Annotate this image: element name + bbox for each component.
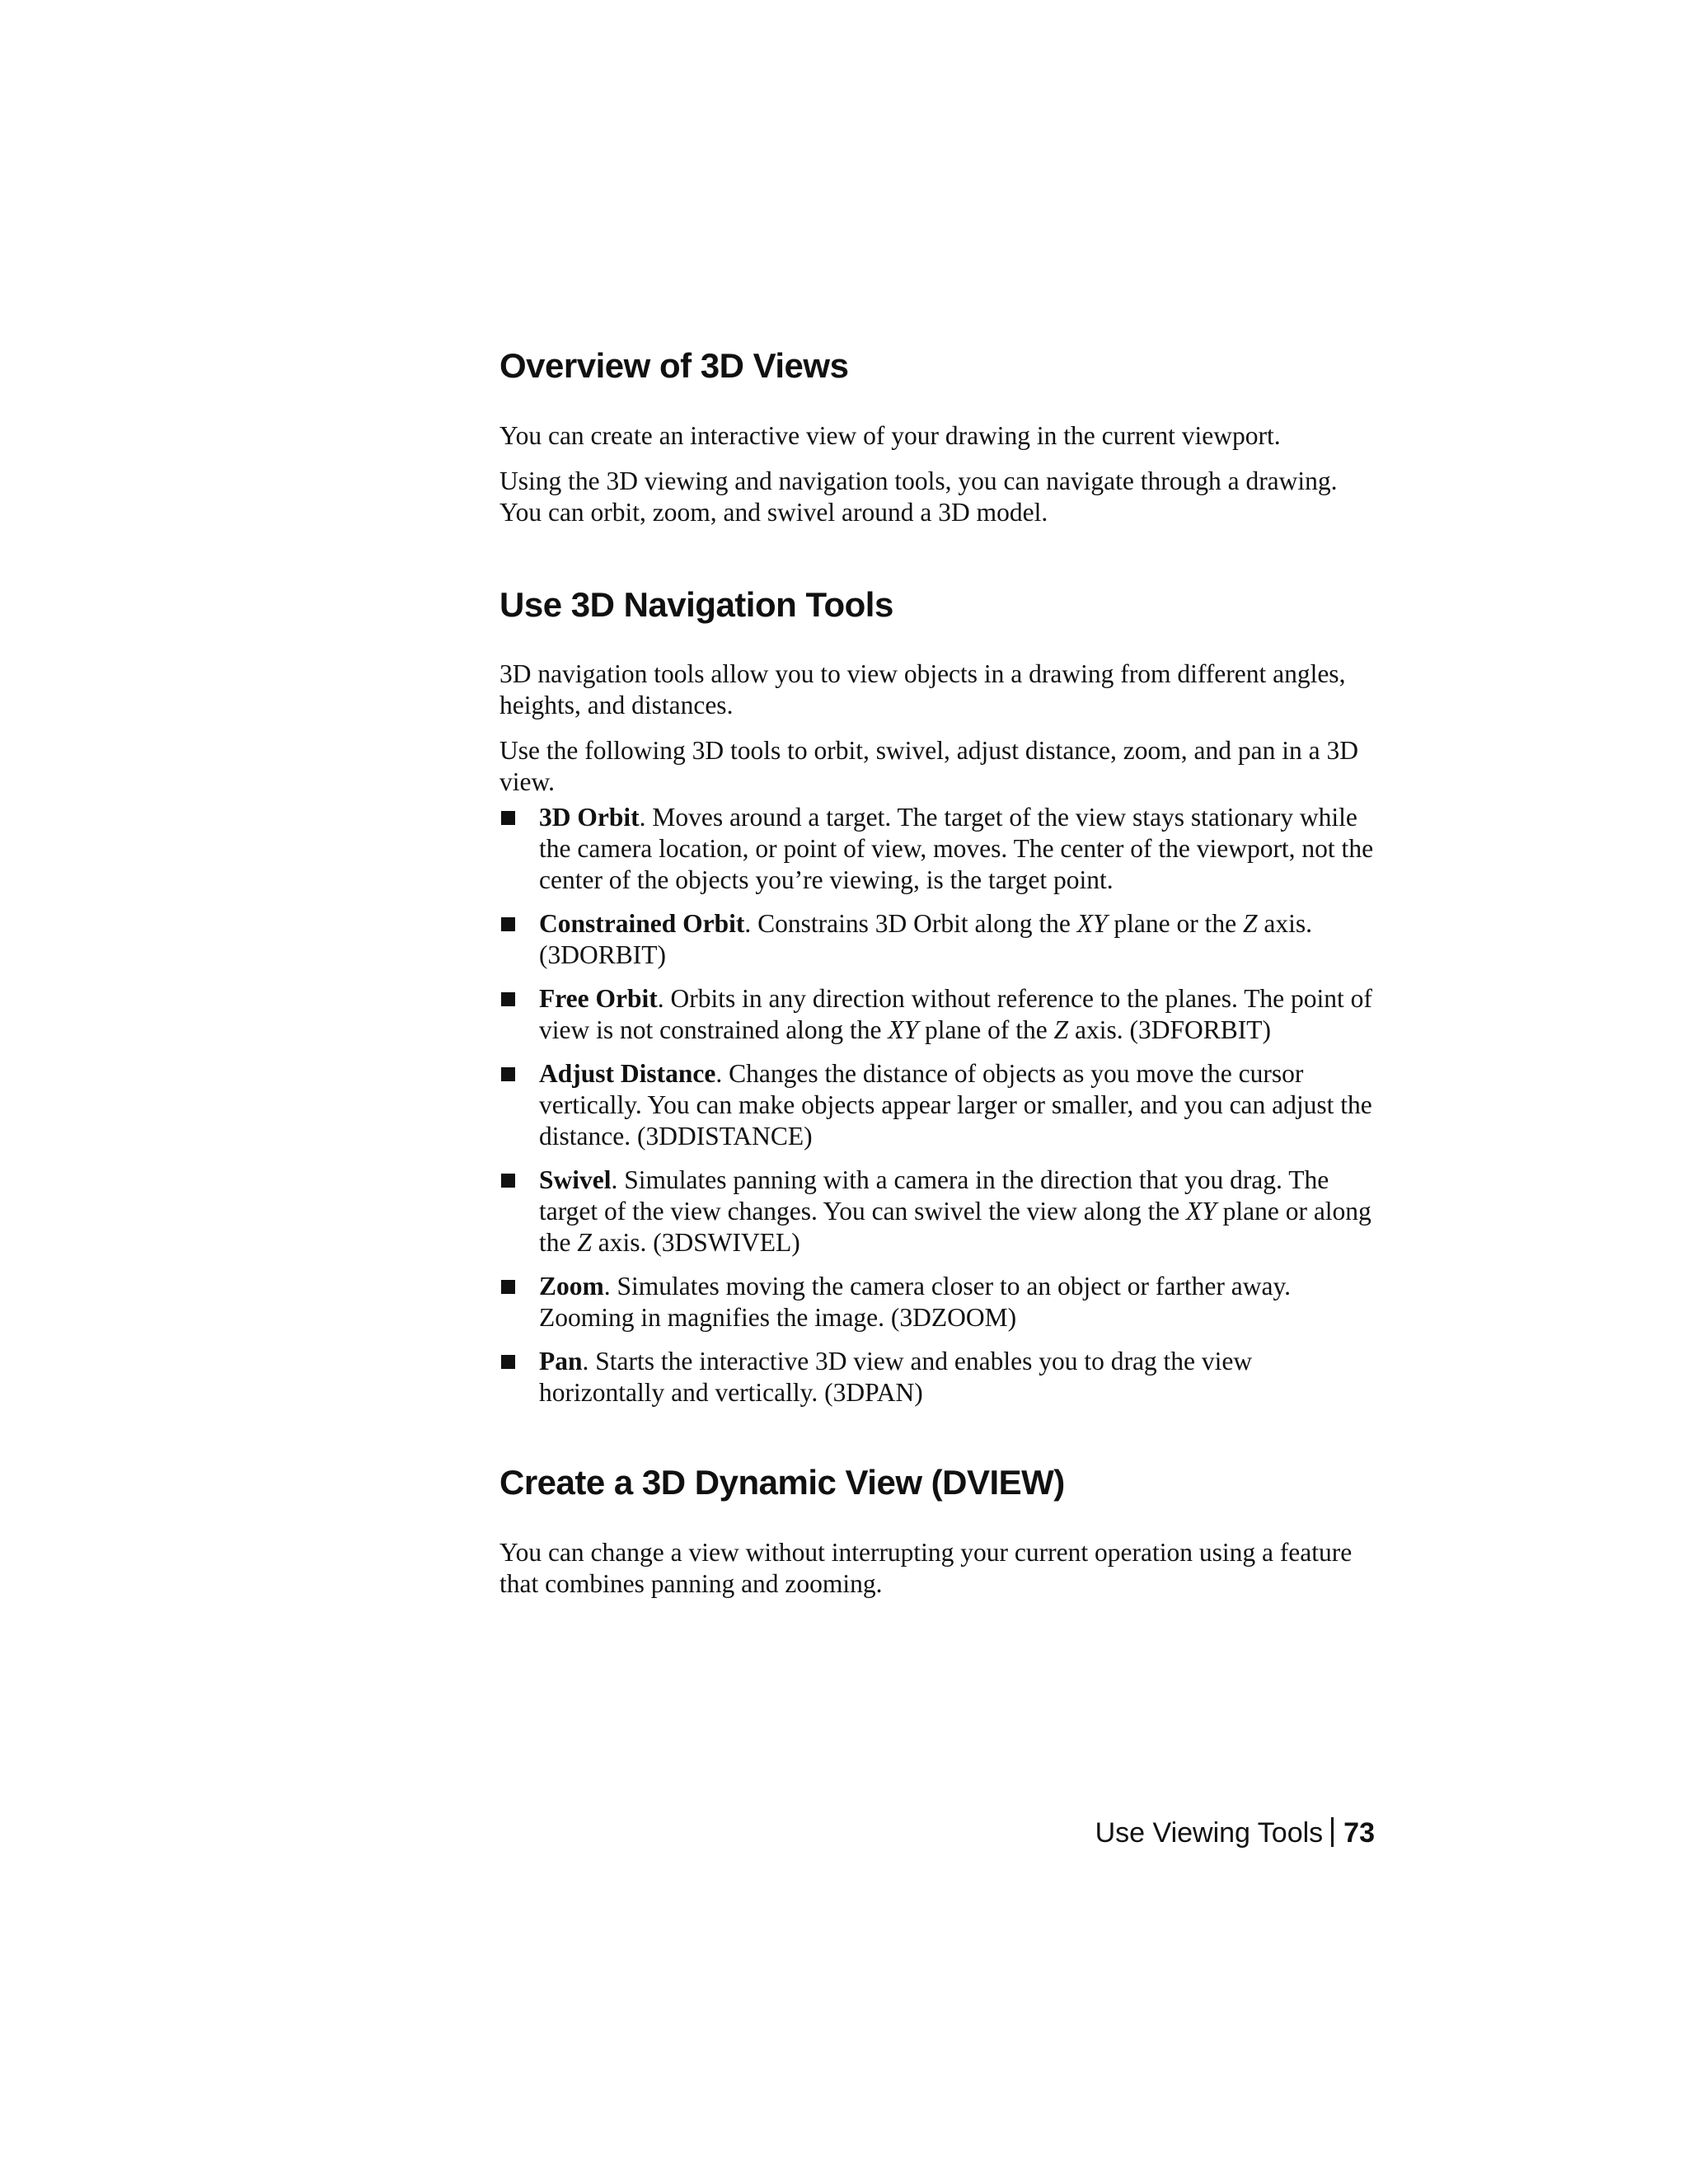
italic-term: XY xyxy=(888,1015,919,1044)
square-bullet-icon xyxy=(501,917,515,931)
square-bullet-icon xyxy=(501,811,515,825)
list-item xyxy=(499,1346,1375,1408)
paragraph: 3D navigation tools allow you to view objects in a drawing from different angles, heights, and distances. xyxy=(499,659,1346,719)
page-number: 73 xyxy=(1343,1817,1375,1849)
footer-separator xyxy=(1331,1817,1334,1847)
italic-term: Z xyxy=(1242,909,1258,938)
list-item-term: Adjust Distance xyxy=(539,1059,716,1088)
list-item xyxy=(499,1165,1375,1258)
square-bullet-icon xyxy=(501,992,515,1006)
list-item-desc: plane or along the xyxy=(539,1197,1372,1257)
list-item-desc: axis. (3DFORBIT) xyxy=(1068,1015,1272,1044)
list-item xyxy=(499,983,1375,1046)
paragraph: Using the 3D viewing and navigation tools, you can navigate through a drawing. You can orbit, zoom, and swivel around a 3D model. xyxy=(499,466,1338,527)
italic-term: Z xyxy=(577,1228,592,1257)
italic-term: XY xyxy=(1185,1197,1217,1226)
square-bullet-icon xyxy=(501,1067,515,1081)
section-heading-dynamic-view: Create a 3D Dynamic View (DVIEW) xyxy=(499,1463,1065,1502)
list-item xyxy=(499,802,1375,896)
list-item-desc: . Changes the distance of objects as you move the cursor vertically. You can make objects appear larger or smaller, and you can adjust the distance. (3DDISTANCE) xyxy=(539,1059,1372,1151)
list-item-term: Pan xyxy=(539,1347,583,1376)
list-item-desc: . Simulates moving the camera closer to an object or farther away. Zooming in magnifies the image. (3DZOOM) xyxy=(539,1272,1292,1332)
section-heading-navigation-tools: Use 3D Navigation Tools xyxy=(499,585,893,624)
list-item xyxy=(499,1271,1375,1333)
list-item-desc: axis. (3DSWIVEL) xyxy=(591,1228,800,1257)
list-item-term: Constrained Orbit xyxy=(539,909,745,938)
italic-term: Z xyxy=(1053,1015,1069,1044)
list-item-desc: plane of the xyxy=(918,1015,1054,1044)
list-item-desc: . Starts the interactive 3D view and enables you to drag the view horizontally and vertically. (3DPAN) xyxy=(539,1347,1253,1407)
list-item-desc: . Moves around a target. The target of the view stays stationary while the camera location, or point of view, moves. The center of the viewport, not the center of the objects you’re viewing, is the target point. xyxy=(539,803,1374,894)
list-item xyxy=(499,1058,1375,1152)
square-bullet-icon xyxy=(501,1355,515,1369)
footer-chapter-title: Use Viewing Tools xyxy=(1095,1817,1324,1849)
list-item-desc: axis. (3DORBIT) xyxy=(539,909,1312,969)
list-item-term: 3D Orbit xyxy=(539,803,640,832)
square-bullet-icon xyxy=(501,1280,515,1294)
list-item-desc: . Orbits in any direction without reference to the planes. The point of view is not constrained along the xyxy=(539,984,1372,1044)
list-item xyxy=(499,908,1375,971)
italic-term: XY xyxy=(1076,909,1108,938)
tool-list xyxy=(499,802,1375,1408)
page-footer xyxy=(1095,1817,1375,1849)
section-heading-overview: Overview of 3D Views xyxy=(499,346,849,385)
list-item-term: Zoom xyxy=(539,1272,604,1301)
paragraph: Use the following 3D tools to orbit, swivel, adjust distance, zoom, and pan in a 3D view. xyxy=(499,736,1358,796)
square-bullet-icon xyxy=(501,1174,515,1188)
document-page xyxy=(499,344,1375,1600)
list-item-desc: plane or the xyxy=(1107,909,1243,938)
list-item-term: Free Orbit xyxy=(539,984,658,1013)
list-item-desc: . Constrains 3D Orbit along the xyxy=(744,909,1077,938)
list-item-term: Swivel xyxy=(539,1165,612,1194)
list-item-desc: . Simulates panning with a camera in the direction that you drag. The target of the view changes. You can swivel the view along the xyxy=(539,1165,1329,1226)
paragraph: You can create an interactive view of your drawing in the current viewport. xyxy=(499,421,1281,450)
paragraph: You can change a view without interrupting your current operation using a feature that combines panning and zooming. xyxy=(499,1538,1353,1598)
